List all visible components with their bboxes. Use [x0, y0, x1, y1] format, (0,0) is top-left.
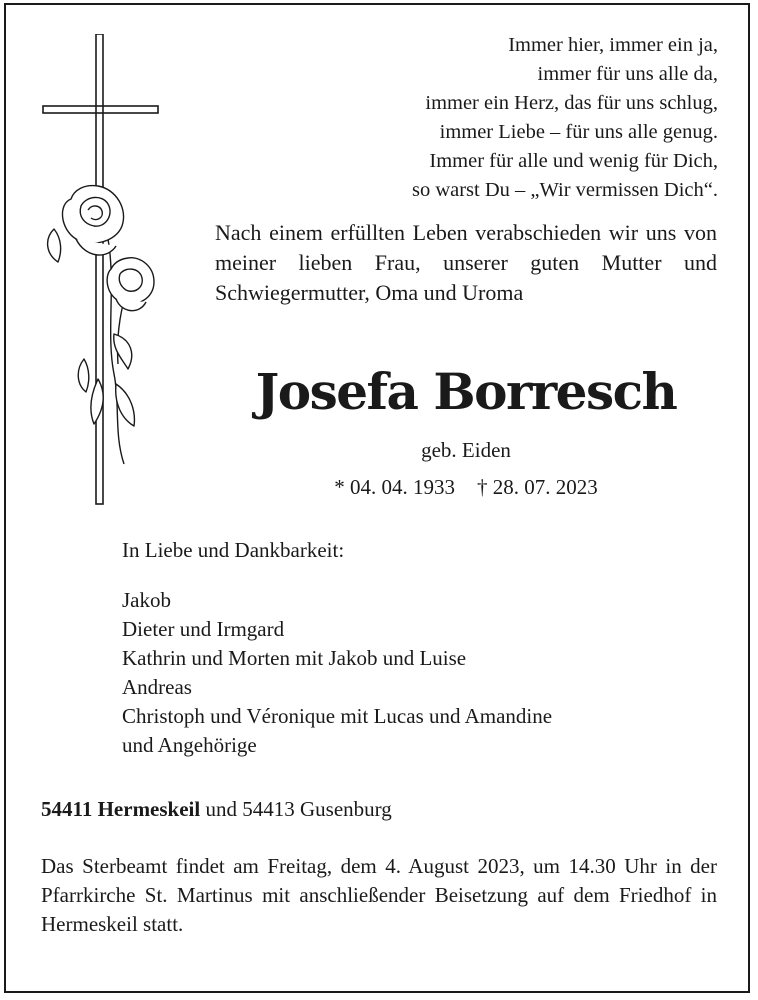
poem-line: Immer hier, immer ein ja,	[508, 34, 718, 56]
mourners-list	[122, 586, 552, 760]
poem-line: immer Liebe – für uns alle genug.	[439, 121, 718, 143]
mourner: Andreas	[122, 675, 192, 699]
location-primary: 54411 Hermeskeil	[41, 797, 201, 821]
poem-line: immer ein Herz, das für uns schlug,	[425, 92, 718, 114]
mourner: und Angehörige	[122, 733, 257, 757]
location-line	[41, 797, 392, 822]
death-date: † 28. 07. 2023	[477, 475, 598, 499]
cross-with-roses-icon	[36, 34, 166, 509]
location-secondary: und 54413 Gusenburg	[200, 797, 392, 821]
funeral-notice: Das Sterbeamt findet am Freitag, dem 4. August 2023, um 14.30 Uhr in der Pfarrkirche St. Martinus mit anschließender Beisetzung auf dem Friedhof in Hermeskeil statt.	[41, 854, 717, 936]
poem-line: Immer für alle und wenig für Dich,	[429, 150, 718, 172]
poem-line: immer für uns alle da,	[537, 63, 718, 85]
mourner: Kathrin und Morten mit Jakob und Luise	[122, 646, 467, 670]
poem	[412, 31, 718, 205]
mourner: Jakob	[122, 588, 171, 612]
poem-line: so warst Du – „Wir vermissen Dich“.	[411, 179, 718, 201]
maiden-name: geb. Eiden	[421, 438, 511, 462]
mourner: Christoph und Véronique mit Lucas und Amandine	[122, 704, 553, 728]
life-dates	[215, 475, 717, 500]
mourner: Dieter und Irmgard	[122, 617, 285, 641]
deceased-name: Josefa Borresch	[255, 362, 677, 421]
birth-date: * 04. 04. 1933	[334, 475, 455, 499]
thanks-line: In Liebe und Dankbarkeit:	[122, 538, 345, 562]
intro-text: Nach einem erfüllten Leben verabschieden wir uns von meiner lieben Frau, unserer guten Mutter und Schwiegermutter, Oma und Uroma	[215, 220, 717, 305]
